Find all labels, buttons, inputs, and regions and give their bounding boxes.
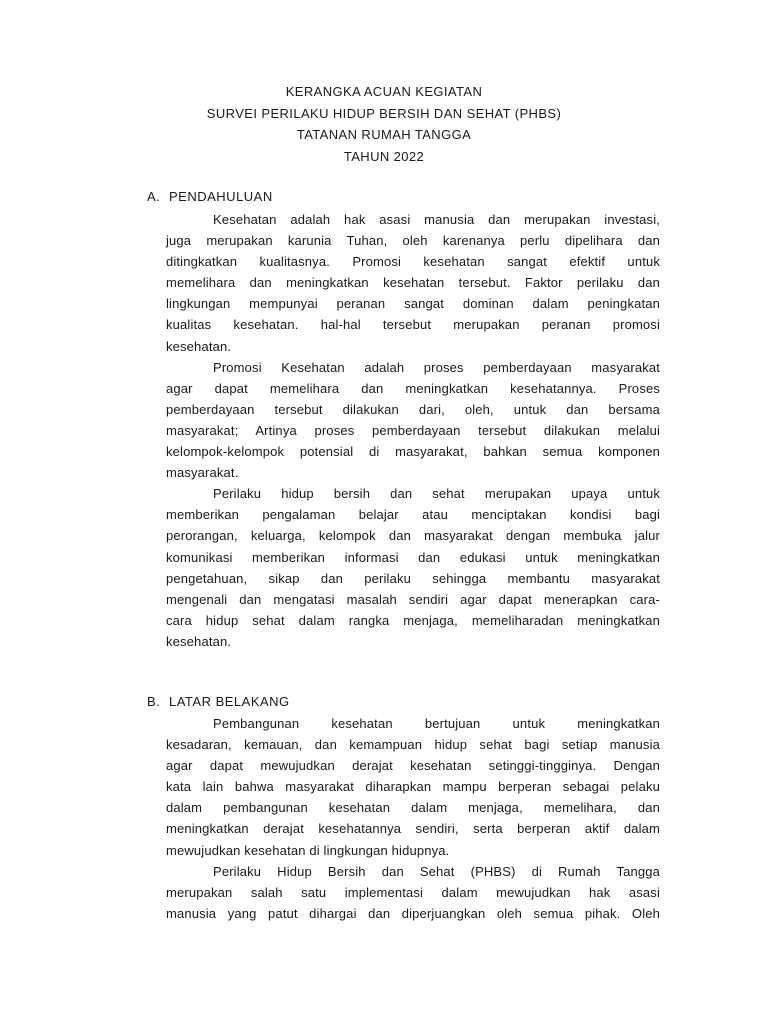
section-a-line: masyarakat. [166, 465, 239, 481]
section-a-line: lingkungan mempunyai peranan sangat dominan dalam peningkatan [166, 296, 660, 312]
section-b-heading [147, 694, 290, 709]
section-b-line: meningkatkan derajat kesehatannya sendiri, serta berperan aktif dalam [166, 821, 660, 837]
title-line-1: KERANGKA ACUAN KEGIATAN [285, 84, 483, 99]
title-line-2: SURVEI PERILAKU HIDUP BERSIH DAN SEHAT (PHBS) [206, 105, 562, 121]
section-a-line: juga merupakan karunia Tuhan, oleh karenanya perlu dipelihara dan [166, 233, 660, 249]
section-a-line: komunikasi memberikan informasi dan edukasi untuk meningkatkan [166, 549, 660, 565]
section-a-line: mengenali dan mengatasi masalah sendiri agar dapat menerapkan cara- [166, 591, 660, 607]
section-a-line: Promosi Kesehatan adalah proses pemberdayaan masyarakat [213, 359, 660, 375]
title-line-4: TAHUN 2022 [343, 149, 425, 165]
section-a-line: kesehatan. [166, 633, 232, 649]
section-a-line: kelompok-kelompok potensial di masyarakat, bahkan semua komponen [166, 444, 660, 460]
title-line-3: TATANAN RUMAH TANGGA [296, 127, 472, 143]
section-b-line: dalam pembangunan kesehatan dalam menjaga, memelihara, dan [166, 800, 660, 816]
section-a-line: cara hidup sehat dalam rangka menjaga, memeliharadan meningkatkan [166, 612, 660, 628]
section-b-line: merupakan salah satu implementasi dalam mewujudkan hak asasi [166, 884, 660, 900]
section-b-line: kesadaran, kemauan, dan kemampuan hidup sehat bagi setiap manusia [166, 737, 660, 753]
section-b-body [166, 713, 660, 924]
section-a-line: kualitas kesehatan. hal-hal tersebut merupakan peranan promosi [166, 317, 660, 333]
section-a-line: agar dapat memelihara dan meningkatkan kesehatannya. Proses [166, 380, 660, 396]
section-a-letter: A. [147, 189, 161, 204]
section-a-line: ditingkatkan kualitasnya. Promosi kesehatan sangat efektif untuk [166, 254, 660, 270]
section-b-line: agar dapat mewujudkan derajat kesehatan setinggi-tingginya. Dengan [166, 758, 660, 774]
section-a-line: kesehatan. [166, 338, 232, 354]
section-a-line: pemberdayaan tersebut dilakukan dari, oleh, untuk dan bersama [166, 401, 660, 417]
section-a-heading [147, 189, 273, 204]
section-b-line: Perilaku Hidup Bersih dan Sehat (PHBS) di Rumah Tangga [213, 863, 660, 879]
section-a-line: Perilaku hidup bersih dan sehat merupakan upaya untuk [213, 486, 660, 502]
section-a-line: perorangan, keluarga, kelompok dan masyarakat dengan membuka jalur [166, 528, 660, 544]
section-a-line: masyarakat; Artinya proses pemberdayaan tersebut dilakukan melalui [166, 422, 660, 438]
section-b-line: kata lain bahwa masyarakat diharapkan mampu berperan sebagai pelaku [166, 779, 660, 795]
section-a-line: Kesehatan adalah hak asasi manusia dan merupakan investasi, [213, 212, 660, 227]
section-b-line: Pembangunan kesehatan bertujuan untuk meningkatkan [213, 716, 660, 731]
section-a-line: memelihara dan meningkatkan kesehatan tersebut. Faktor perilaku dan [166, 275, 660, 291]
section-b-title: LATAR BELAKANG [169, 694, 290, 709]
section-a-line: pengetahuan, sikap dan perilaku sehingga membantu masyarakat [166, 570, 660, 586]
section-a-body [166, 209, 660, 652]
section-b-line: mewujudkan kesehatan di lingkungan hidupnya. [166, 842, 450, 858]
section-b-line: manusia yang patut dihargai dan diperjuangkan oleh semua pihak. Oleh [166, 905, 660, 921]
section-a-line: memberikan pengalaman belajar atau menciptakan kondisi bagi [166, 507, 660, 523]
document-title [0, 81, 768, 168]
section-b-letter: B. [147, 694, 161, 709]
section-a-title: PENDAHULUAN [169, 189, 273, 204]
